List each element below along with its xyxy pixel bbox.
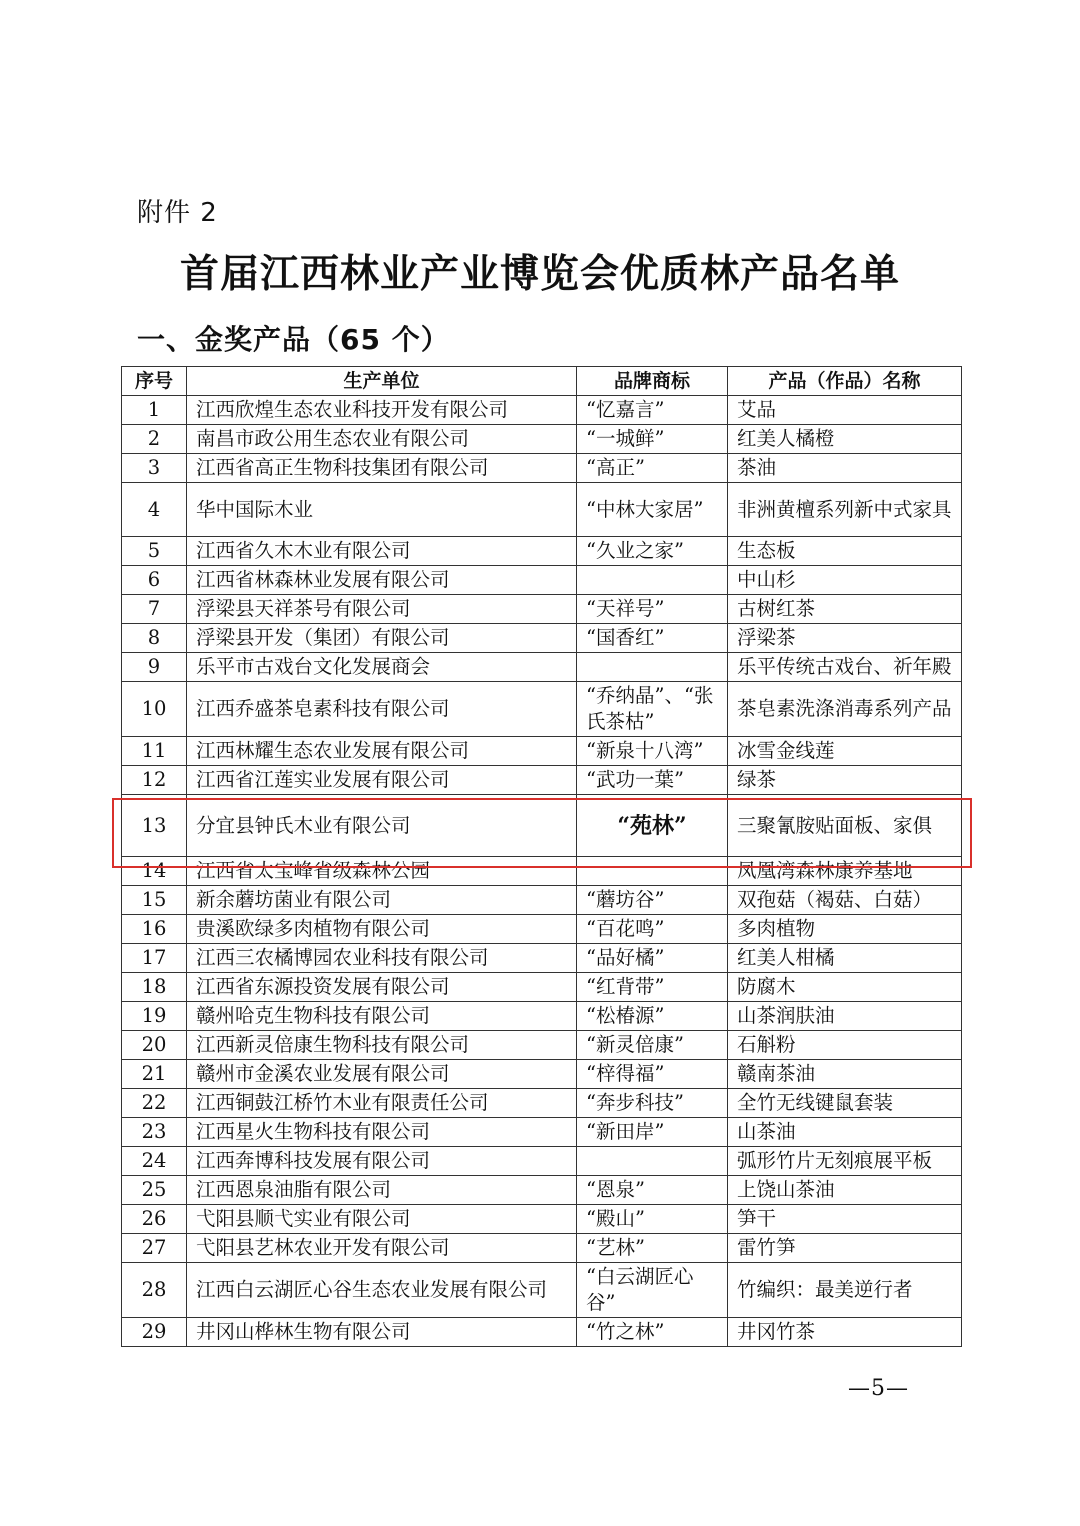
row-product: 多肉植物 [728, 915, 962, 944]
row-brand: “红背带” [577, 973, 728, 1002]
table-row [122, 795, 962, 857]
row-number: 1 [122, 396, 187, 425]
row-product: 浮梁茶 [728, 624, 962, 653]
table-row [122, 1205, 962, 1234]
row-brand [577, 857, 728, 886]
row-product: 双孢菇（褐菇、白菇） [728, 886, 962, 915]
row-number: 15 [122, 886, 187, 915]
row-number: 19 [122, 1002, 187, 1031]
row-producer: 江西欣煌生态农业科技开发有限公司 [187, 396, 577, 425]
row-producer: 江西省太宝峰省级森林公园 [187, 857, 577, 886]
row-producer: 江西林耀生态农业发展有限公司 [187, 737, 577, 766]
row-producer: 南昌市政公用生态农业有限公司 [187, 425, 577, 454]
row-product: 竹编织：最美逆行者 [728, 1263, 962, 1318]
row-producer: 江西省江莲实业发展有限公司 [187, 766, 577, 795]
row-product: 红美人柑橘 [728, 944, 962, 973]
row-product: 防腐木 [728, 973, 962, 1002]
row-number: 17 [122, 944, 187, 973]
row-number: 7 [122, 595, 187, 624]
row-number: 24 [122, 1147, 187, 1176]
table-row [122, 454, 962, 483]
row-number: 26 [122, 1205, 187, 1234]
row-number: 20 [122, 1031, 187, 1060]
table-header-row [122, 367, 962, 396]
row-producer: 江西新灵倍康生物科技有限公司 [187, 1031, 577, 1060]
row-brand: “忆嘉言” [577, 396, 728, 425]
row-product: 弧形竹片无刻痕展平板 [728, 1147, 962, 1176]
row-product: 绿茶 [728, 766, 962, 795]
row-number: 3 [122, 454, 187, 483]
row-product: 乐平传统古戏台、祈年殿 [728, 653, 962, 682]
header-brand: 品牌商标 [577, 367, 728, 396]
table-row [122, 766, 962, 795]
row-producer: 江西铜鼓江桥竹木业有限责任公司 [187, 1089, 577, 1118]
row-producer: 江西省林森林业发展有限公司 [187, 566, 577, 595]
row-number: 28 [122, 1263, 187, 1318]
table-row [122, 1002, 962, 1031]
row-product: 茶皂素洗涤消毒系列产品 [728, 682, 962, 737]
row-brand: “中林大家居” [577, 483, 728, 537]
header-number: 序号 [122, 367, 187, 396]
row-product: 雷竹笋 [728, 1234, 962, 1263]
row-brand [577, 653, 728, 682]
row-brand: “恩泉” [577, 1176, 728, 1205]
row-product: 赣南茶油 [728, 1060, 962, 1089]
row-number: 27 [122, 1234, 187, 1263]
row-producer: 乐平市古戏台文化发展商会 [187, 653, 577, 682]
table-row [122, 653, 962, 682]
row-brand: “天祥号” [577, 595, 728, 624]
row-brand: “蘑坊谷” [577, 886, 728, 915]
table-row [122, 682, 962, 737]
row-product: 茶油 [728, 454, 962, 483]
row-brand: “白云湖匠心谷” [577, 1263, 728, 1318]
row-number: 25 [122, 1176, 187, 1205]
table-row [122, 537, 962, 566]
row-producer: 井冈山桦林生物有限公司 [187, 1318, 577, 1347]
row-producer: 江西奔博科技发展有限公司 [187, 1147, 577, 1176]
row-product: 凤凰湾森林康养基地 [728, 857, 962, 886]
row-number: 23 [122, 1118, 187, 1147]
table-row [122, 886, 962, 915]
page-number: —5— [848, 1376, 909, 1401]
row-number: 16 [122, 915, 187, 944]
row-producer: 江西省久木木业有限公司 [187, 537, 577, 566]
row-brand: “苑林” [577, 795, 728, 857]
row-product: 上饶山茶油 [728, 1176, 962, 1205]
section-heading: 一、金奖产品（65 个） [137, 323, 450, 356]
table-row [122, 1234, 962, 1263]
row-brand: “竹之林” [577, 1318, 728, 1347]
row-producer: 江西恩泉油脂有限公司 [187, 1176, 577, 1205]
row-number: 2 [122, 425, 187, 454]
table-row [122, 595, 962, 624]
table-row [122, 857, 962, 886]
row-brand: “乔纳晶”、“张氏茶枯” [577, 682, 728, 737]
header-producer: 生产单位 [187, 367, 577, 396]
table-row [122, 1318, 962, 1347]
row-producer: 江西乔盛茶皂素科技有限公司 [187, 682, 577, 737]
row-brand: “艺林” [577, 1234, 728, 1263]
row-brand: “百花鸣” [577, 915, 728, 944]
row-number: 12 [122, 766, 187, 795]
row-number: 21 [122, 1060, 187, 1089]
row-brand [577, 1147, 728, 1176]
table-row [122, 915, 962, 944]
table-row [122, 1147, 962, 1176]
table-row [122, 944, 962, 973]
row-product: 红美人橘橙 [728, 425, 962, 454]
row-number: 18 [122, 973, 187, 1002]
row-brand [577, 566, 728, 595]
attachment-label: 附件 2 [137, 198, 218, 228]
table-body [122, 396, 962, 1347]
row-product: 全竹无线键鼠套装 [728, 1089, 962, 1118]
row-product: 石斛粉 [728, 1031, 962, 1060]
row-brand: “武功一葉” [577, 766, 728, 795]
row-number: 9 [122, 653, 187, 682]
row-producer: 江西白云湖匠心谷生态农业发展有限公司 [187, 1263, 577, 1318]
row-producer: 弋阳县艺林农业开发有限公司 [187, 1234, 577, 1263]
row-producer: 弋阳县顺弋实业有限公司 [187, 1205, 577, 1234]
row-number: 29 [122, 1318, 187, 1347]
row-number: 5 [122, 537, 187, 566]
table-row [122, 425, 962, 454]
row-producer: 浮梁县天祥茶号有限公司 [187, 595, 577, 624]
row-producer: 分宜县钟氏木业有限公司 [187, 795, 577, 857]
row-brand: “殿山” [577, 1205, 728, 1234]
table-row [122, 566, 962, 595]
table-row [122, 624, 962, 653]
row-product: 古树红茶 [728, 595, 962, 624]
row-number: 8 [122, 624, 187, 653]
row-producer: 贵溪欧绿多肉植物有限公司 [187, 915, 577, 944]
document-title: 首届江西林业产业博览会优质林产品名单 [179, 252, 900, 297]
row-product: 艾品 [728, 396, 962, 425]
row-producer: 赣州哈克生物科技有限公司 [187, 1002, 577, 1031]
row-producer: 江西省高正生物科技集团有限公司 [187, 454, 577, 483]
table-row [122, 483, 962, 537]
row-product: 生态板 [728, 537, 962, 566]
row-number: 14 [122, 857, 187, 886]
table-row [122, 973, 962, 1002]
product-list-table [121, 366, 962, 1347]
row-producer: 赣州市金溪农业发展有限公司 [187, 1060, 577, 1089]
table-row [122, 1031, 962, 1060]
row-producer: 新余蘑坊菌业有限公司 [187, 886, 577, 915]
row-brand: “国香红” [577, 624, 728, 653]
row-number: 4 [122, 483, 187, 537]
row-brand: “新泉十八湾” [577, 737, 728, 766]
row-number: 13 [122, 795, 187, 857]
row-producer: 江西省东源投资发展有限公司 [187, 973, 577, 1002]
header-product: 产品（作品）名称 [728, 367, 962, 396]
row-number: 22 [122, 1089, 187, 1118]
row-product: 冰雪金线莲 [728, 737, 962, 766]
row-brand: “久业之家” [577, 537, 728, 566]
table-row [122, 1118, 962, 1147]
row-brand: “奔步科技” [577, 1089, 728, 1118]
row-brand: “高正” [577, 454, 728, 483]
row-product: 山茶润肤油 [728, 1002, 962, 1031]
row-product: 非洲黄檀系列新中式家具 [728, 483, 962, 537]
row-number: 10 [122, 682, 187, 737]
table-row [122, 396, 962, 425]
row-producer: 江西星火生物科技有限公司 [187, 1118, 577, 1147]
row-producer: 江西三农橘博园农业科技有限公司 [187, 944, 577, 973]
row-producer: 华中国际木业 [187, 483, 577, 537]
row-product: 井冈竹茶 [728, 1318, 962, 1347]
row-brand: “新田岸” [577, 1118, 728, 1147]
row-number: 11 [122, 737, 187, 766]
row-brand: “松椿源” [577, 1002, 728, 1031]
row-product: 三聚氰胺贴面板、家俱 [728, 795, 962, 857]
table-row [122, 1176, 962, 1205]
row-brand: “新灵倍康” [577, 1031, 728, 1060]
row-product: 中山杉 [728, 566, 962, 595]
table-row [122, 737, 962, 766]
row-brand: “一城鲜” [577, 425, 728, 454]
row-brand: “梓得福” [577, 1060, 728, 1089]
row-product: 山茶油 [728, 1118, 962, 1147]
row-number: 6 [122, 566, 187, 595]
row-producer: 浮梁县开发（集团）有限公司 [187, 624, 577, 653]
table-row [122, 1089, 962, 1118]
table-row [122, 1263, 962, 1318]
row-product: 笋干 [728, 1205, 962, 1234]
row-brand: “品好橘” [577, 944, 728, 973]
table-row [122, 1060, 962, 1089]
